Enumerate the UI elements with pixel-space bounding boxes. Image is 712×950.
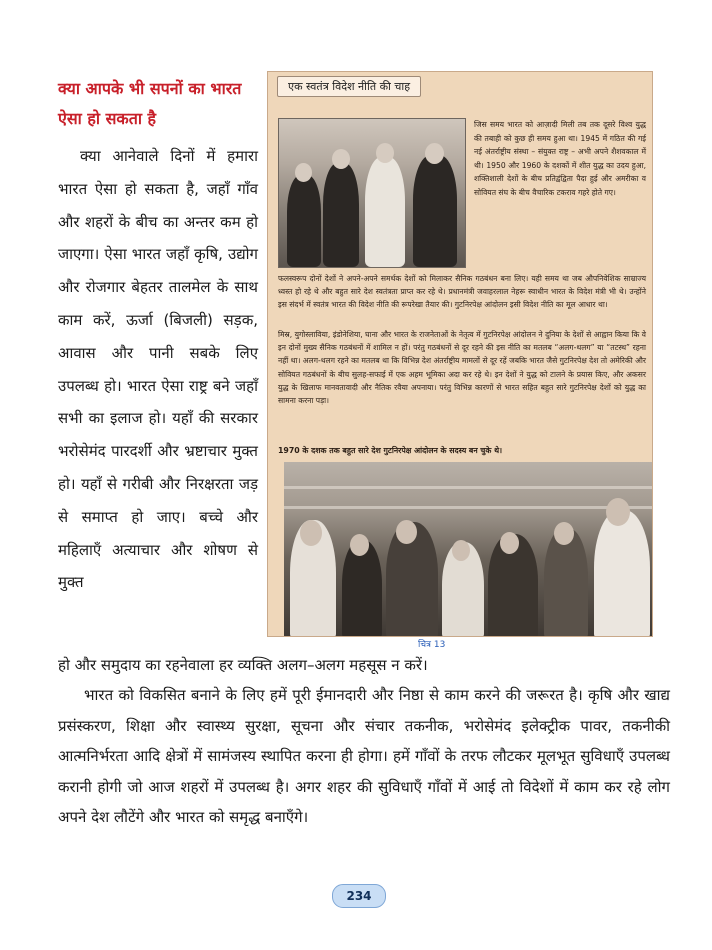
section-heading: क्या आपके भी सपनों का भारत ऐसा हो सकता है — [58, 79, 242, 128]
paragraph-2-body: भारत को विकसित बनाने के लिए हमें पूरी ईमानदारी और निष्ठा से काम करने की जरूरत है। कृषि और खाद्य प्रसंस्करण, शिक्षा और स्वास्थ्य सुरक्षा, सूचना और संचार तकनीक, भरोसेमंद इलेक्ट्रीक पावर, तकनीकी आत्मनिर्भरता आदि क्षेत्रों में सामंजस्य स्थापित करना ही होगा। हमें गाँवों के तरफ लौटकर मूलभूत सुविधाएँ उपलब्ध करानी होगी जो आज शहरों में उपलब्ध है। अगर शहर की सुविधाएँ गाँवों में आई तो विदेशों में काम कर रहे लोग अपने देश लौटेंगे और भारत को समृद्ध बनाएँगे। — [58, 686, 670, 826]
photo-face — [396, 520, 417, 544]
photo-face — [425, 143, 444, 164]
photo-face — [295, 163, 312, 182]
leaders-photo — [278, 118, 466, 268]
figure-caption: चित्र 13 — [418, 640, 446, 650]
page-number-badge: 234 — [332, 884, 386, 908]
paragraph-2 — [58, 680, 670, 833]
crowd-photo — [284, 462, 653, 637]
feature-bold-line: 1970 के दशक तक बहुत सारे देश गुटनिरपेक्ष आंदोलन के सदस्य बन चुके थे। — [278, 446, 503, 455]
feature-paragraph-2: मिस्र, युगोस्लाविया, इंडोनेशिया, घाना और भारत के राजनेताओं के नेतृत्व में गुटनिरपेक्ष आंदोलन ने दुनिया के देशों से आह्वान किया कि वे इन दोनों मुख्य सैनिक गठबंधनों में शामिल न हों। परंतु गठबंधनों से दूर रहने की इस नीति का मतलब “अलग-थलग” या “तटस्थ” रहना नहीं था। अलग-थलग रहने का मतलब था कि विभिन्न देश अंतर्राष्ट्रीय मामलों से दूर रहें जबकि भारत जैसे गुटनिरपेक्ष देश तो अमेरिकी और सोवियत गठबंधनों के बीच सुलह-सफाई में एक अहम भूमिका अदा कर रहे थे। इन देशों ने युद्ध को टालने के प्रयास किए, और अकसर युद्ध के खिलाफ मानवतावादी और नैतिक रवैया अपनाया। परंतु विभिन्न कारणों से भारत सहित बहुत सारे गुटनिरपेक्ष देशों को युद्ध का सामना करना पड़ा। — [278, 330, 646, 406]
photo-face — [500, 532, 519, 554]
photo-face — [554, 522, 574, 545]
feature-box — [267, 71, 653, 637]
left-column-text — [58, 140, 258, 599]
photo-face — [606, 498, 630, 526]
photo-face — [300, 520, 322, 546]
feature-title: एक स्वतंत्र विदेश नीति की चाह — [277, 76, 421, 97]
continuation-line: हो और समुदाय का रहनेवाला हर व्यक्ति अलग–अलग महसूस न करें। — [58, 656, 428, 674]
photo-figure — [323, 163, 359, 267]
photo-face — [376, 143, 394, 163]
photo-figure — [594, 510, 650, 637]
feature-side-text: जिस समय भारत को आज़ादी मिली तब तक दूसरे विश्व युद्ध की तबाही को कुछ ही समय हुआ था। 1945 में गठित की गई नई अंतर्राष्ट्रीय संस्था – संयुक्त राष्ट्र – अभी अपने शैशवकाल में थी। 1950 और 1960 के दशकों में शीत युद्ध का उदय हुआ, शक्तिशाली देशों के बीच प्रतिद्वंद्विता पैदा हुई और अमरीका व सोवियत संघ के बीच वैचारिक टकराव गहरे होते गए। — [474, 120, 646, 197]
photo-figure — [287, 175, 321, 267]
photo-face — [350, 534, 369, 556]
photo-figure — [365, 157, 405, 267]
feature-paragraph-1: फलस्वरूप दोनों देशों ने अपने-अपने समर्थक देशों को मिलाकर सैनिक गठबंधन बना लिए। यही समय था जब औपनिवेशिक साम्राज्य ध्वस्त हो रहे थे और बहुत सारे देश स्वतंत्रता प्राप्त कर रहे थे। प्रधानमंत्री जवाहरलाल नेहरू स्वाधीन भारत के विदेश मंत्री भी थे। उन्होंने इस संदर्भ में स्वतंत्र भारत की विदेश नीति की रूपरेखा तैयार की। गुटनिरपेक्ष आंदोलन इसी विदेश नीति का मूल आधार था। — [278, 274, 646, 310]
left-column-body: क्या आनेवाले दिनों में हमारा भारत ऐसा हो सकता है, जहाँ गाँव और शहरों के बीच का अन्तर कम हो जाएगा। ऐसा भारत जहाँ कृषि, उद्योग और रोजगार बेहतर तालमेल के साथ काम करें, ऊर्जा (बिजली) सड़क, आवास और पानी सबके लिए उपलब्ध हो। भारत ऐसा राष्ट्र बने जहाँ सभी का इलाज हो। यहाँ की सरकार भरोसेमंद पारदर्शी और भ्रष्टाचार मुक्त हो। यहाँ से गरीबी और निरक्षरता जड़ से समाप्त हो जाए। बच्चे और महिलाएँ अत्याचार और शोषण से मुक्त — [58, 147, 258, 592]
photo-rail — [284, 506, 653, 509]
photo-figure — [413, 155, 457, 267]
photo-face — [452, 540, 470, 561]
photo-face — [332, 149, 350, 169]
photo-rail — [284, 486, 653, 489]
